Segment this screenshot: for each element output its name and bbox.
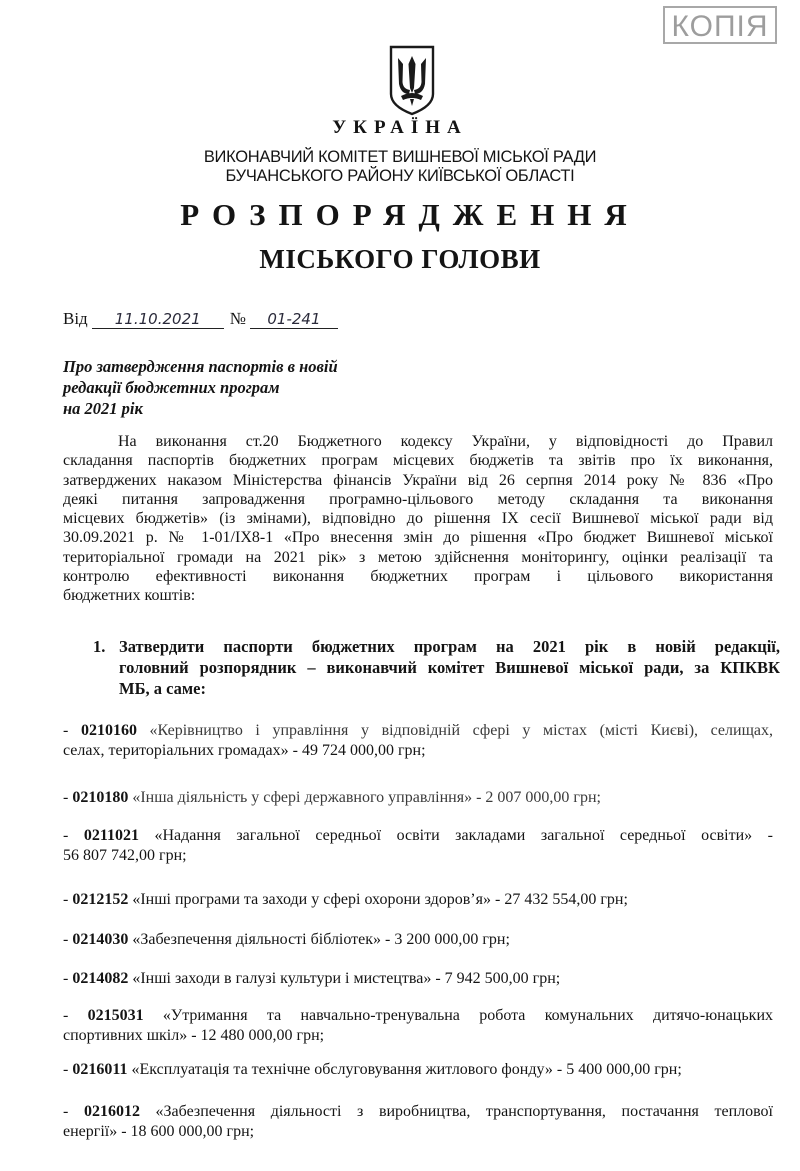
numbered-item-1 <box>93 636 780 699</box>
program-entry <box>63 930 773 950</box>
from-label: Від <box>63 309 88 328</box>
program-entry <box>63 890 773 910</box>
paragraph-line: контролю ефективності виконання бюджетних програм і цільового використання <box>63 568 773 586</box>
program-line-2: селах, територіальних громадах» - 49 724 000,00 грн; <box>63 741 426 759</box>
paragraph-line: На виконання ст.20 Бюджетного кодексу України, у відповідності до Правил <box>118 433 773 450</box>
program-line-2: спортивних шкіл» - 12 480 000,00 грн; <box>63 1026 325 1044</box>
date-number-line <box>63 309 338 329</box>
program-dash: - <box>63 931 73 948</box>
intro-paragraph <box>63 432 773 606</box>
number-label: № <box>229 309 246 328</box>
program-code: 0214082 <box>72 970 129 987</box>
program-text: «Утримання та навчально-тренувальна робота комунальних дитячо-юнацьких <box>143 1007 774 1024</box>
program-code: 0212152 <box>72 891 129 908</box>
copy-stamp: КОПІЯ <box>663 6 777 44</box>
program-dash: - <box>63 827 84 844</box>
document-type-title: РОЗПОРЯДЖЕННЯ <box>180 197 640 232</box>
program-line <box>63 1102 773 1122</box>
program-text: «Інші заходи в галузі культури і мистецтва» - 7 942 500,00 грн; <box>128 970 561 987</box>
program-dash: - <box>63 722 81 739</box>
program-text: «Керівництво і управління у відповідній сфері у містах (місті Києві), селищах, <box>136 722 774 739</box>
program-code: 0216012 <box>83 1103 140 1120</box>
item-marker: 1. <box>93 637 106 656</box>
paragraph-line: 30.09.2021 р. № 1-01/IX8-1 «Про внесення змін до рішення «Про бюджет Вишневої міської <box>63 529 773 547</box>
program-line <box>63 969 773 989</box>
program-dash: - <box>63 1007 88 1024</box>
country-heading: УКРАЇНА <box>332 117 468 138</box>
program-entry <box>63 826 773 865</box>
program-dash: - <box>63 789 73 806</box>
paragraph-line: складання паспортів бюджетних програм місцевих бюджетів та звітів про їх виконання, <box>63 452 773 470</box>
subject-line: редакції бюджетних програм <box>63 378 280 397</box>
program-text: «Інша діяльність у сфері державного управління» - 2 007 000,00 грн; <box>128 789 601 806</box>
program-code: 0211021 <box>83 827 139 844</box>
program-text: «Надання загальної середньої освіти закладами загальної середньої освіти» - <box>138 827 774 844</box>
program-code: 0215031 <box>87 1007 144 1024</box>
program-line <box>63 1060 773 1080</box>
program-entry <box>63 1006 773 1045</box>
program-entry <box>63 788 773 808</box>
handwritten-number: 01-241 <box>250 310 338 329</box>
program-line-2: 56 807 742,00 грн; <box>63 846 187 864</box>
program-entry <box>63 721 773 760</box>
program-line <box>63 788 773 808</box>
paragraph-line: місцевих бюджетів» (із змінами), відповідно до рішення IX сесії Вишневої міської ради від <box>63 510 773 528</box>
subject-line: на 2021 рік <box>63 399 143 418</box>
program-line <box>63 890 773 910</box>
program-code: 0210160 <box>80 722 137 739</box>
program-line <box>63 1006 773 1026</box>
handwritten-date: 11.10.2021 <box>92 310 224 329</box>
program-line <box>63 721 773 741</box>
document-subtitle: МІСЬКОГО ГОЛОВИ <box>259 244 541 274</box>
program-dash: - <box>63 1061 73 1078</box>
program-dash: - <box>63 1103 84 1120</box>
program-text: «Забезпечення діяльності бібліотек» - 3 200 000,00 грн; <box>128 931 510 948</box>
item-line: МБ, а саме: <box>119 679 206 698</box>
program-entry <box>63 1060 773 1080</box>
program-line-2: енергії» - 18 600 000,00 грн; <box>63 1122 255 1140</box>
organization-line-1: ВИКОНАВЧИЙ КОМІТЕТ ВИШНЕВОЇ МІСЬКОЇ РАДИ <box>203 148 597 166</box>
subject-heading <box>63 356 423 419</box>
trident-emblem-icon <box>387 44 437 116</box>
program-text: «Забезпечення діяльності з виробництва, транспортування, постачання теплової <box>139 1103 774 1120</box>
program-code: 0210180 <box>72 789 129 806</box>
program-entry <box>63 969 773 989</box>
program-code: 0216011 <box>72 1061 128 1078</box>
paragraph-line: деякі питання запровадження програмно-цільового методу складання та виконання <box>63 490 773 508</box>
program-text: «Інші програми та заходи у сфері охорони здоров’я» - 27 432 554,00 грн; <box>128 891 628 908</box>
item-line: головний розпорядник – виконавчий комітет Вишневої міської ради, за КПКВК <box>119 658 780 677</box>
program-code: 0214030 <box>72 931 129 948</box>
program-line <box>63 930 773 950</box>
program-dash: - <box>63 891 73 908</box>
paragraph-line: територіальної громади на 2021 рік» з метою здійснення моніторингу, оцінки реалізації та <box>63 548 773 566</box>
paragraph-line: бюджетних коштів: <box>63 587 196 605</box>
paragraph-line: затверджених наказом Міністерства фінансів України від 26 серпня 2014 року № 836 «Про <box>63 471 773 489</box>
item-line: Затвердити паспорти бюджетних програм на 2021 рік в новій редакції, <box>119 637 780 656</box>
organization-line-2: БУЧАНСЬКОГО РАЙОНУ КИЇВСЬКОЇ ОБЛАСТІ <box>225 167 575 185</box>
program-text: «Експлуатація та технічне обслуговування житлового фонду» - 5 400 000,00 грн; <box>127 1061 682 1078</box>
program-entry <box>63 1102 773 1141</box>
program-dash: - <box>63 970 73 987</box>
program-line <box>63 826 773 846</box>
subject-line: Про затвердження паспортів в новій <box>63 357 338 376</box>
